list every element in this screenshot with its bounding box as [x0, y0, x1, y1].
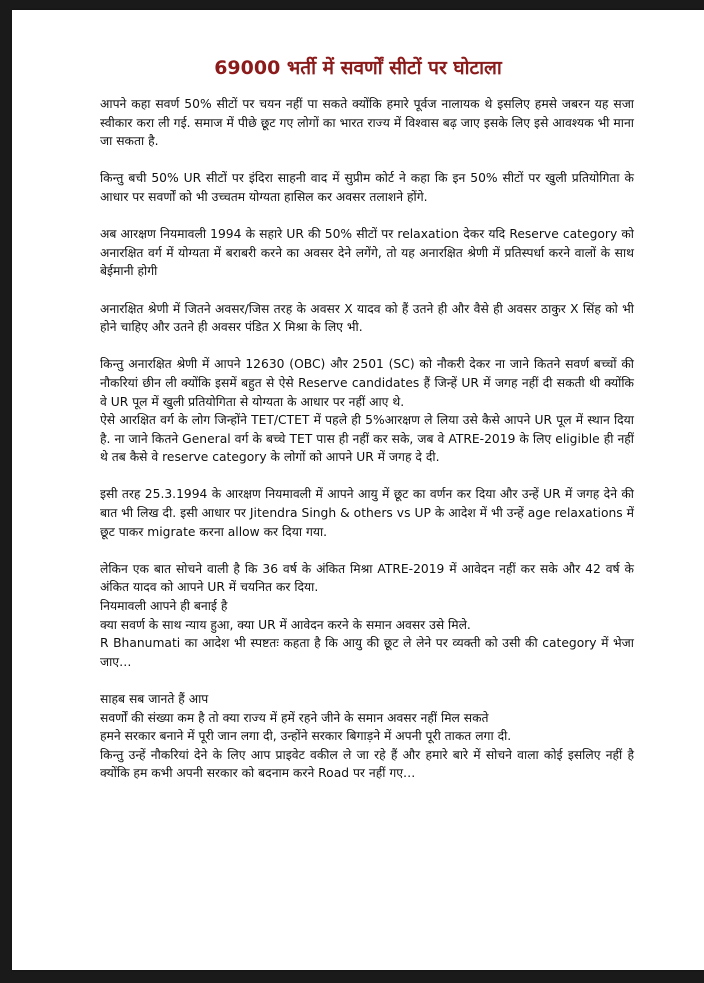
paragraph: सवर्णों की संख्या कम है तो क्या राज्य में हमें रहने जीने के समान अवसर नहीं मिल सकते: [100, 710, 489, 725]
paragraph: किन्तु अनारक्षित श्रेणी में आपने 12630 (OBC) और 2501 (SC) को नौकरी देकर ना जाने कितने सवर्ण बच्चों की नौकरियां छीन ली क्योंकि इसमें बहुत से ऐसे Reserve candidates हैं जिन्हें UR में जगह नहीं दी सकती थी क्योंकि वे UR पूल में खुली प्रतियोगिता से योग्यता के आधार पर नहीं आए थे.: [100, 357, 634, 409]
document-body: [100, 95, 634, 783]
paragraph: साहब सब जानते हैं आप: [100, 692, 209, 706]
document-page: [12, 10, 704, 970]
paragraph: लेकिन एक बात सोचने वाली है कि 36 वर्ष के अंकित मिश्रा ATRE-2019 में आवेदन नहीं कर सके और 42 वर्ष के अंकित यादव को आपने UR में चयनित कर दिया.: [100, 561, 634, 595]
paragraph: हमने सरकार बनाने में पूरी जान लगा दी, उन्होंने सरकार बिगाड़ने में अपनी पूरी ताकत लगा दी.: [100, 729, 512, 744]
paragraph: नियमावली आपने ही बनाई है: [100, 599, 228, 614]
paragraph: इसी तरह 25.3.1994 के आरक्षण नियमावली में आपने आयु में छूट का वर्णन कर दिया और उन्हें UR में जगह देने की बात भी लिख दी. इसी आधार पर Jitendra Singh & others vs UP के आदेश में भी उन्हें age relaxations में छूट पाकर migrate करना allow कर दिया गया.: [100, 487, 634, 539]
paragraph: ऐसे आरक्षित वर्ग के लोग जिन्होंने TET/CTET में पहले ही 5%आरक्षण ले लिया उसे कैसे आपने UR पूल में स्थान दिया है. ना जाने कितने General वर्ग के बच्चे TET पास ही नहीं कर सके, जब वे ATRE-2019 के लिए eligible ही नहीं थे तब कैसे वे reserve category के लोगों को आपने UR में जगह दे दी.: [100, 413, 634, 465]
paragraph: आपने कहा सवर्ण 50% सीटों पर चयन नहीं पा सकते क्योंकि हमारे पूर्वज नालायक थे इसलिए हमसे जबरन यह सजा स्वीकार करा ली गई. समाज में पीछे छूट गए लोगों का भारत राज्य में विश्वास बढ़ जाए इसके लिए इसे आवश्यक भी माना जा सकता है.: [100, 97, 634, 149]
paragraph: अब आरक्षण नियमावली 1994 के सहारे UR की 50% सीटों पर relaxation देकर यदि Reserve category को अनारक्षित वर्ग में योग्यता में बराबरी करने का अवसर देने लगेंगे, तो यह अनारक्षित श्रेणी में प्रतिस्पर्धा करने वालों के साथ बेईमानी होगी: [100, 227, 634, 279]
paragraph: अनारक्षित श्रेणी में जितने अवसर/जिस तरह के अवसर X यादव को हैं उतने ही और वैसे ही अवसर ठाकुर X सिंह को भी होने चाहिए और उतने ही अवसर पंडित X मिश्रा के लिए भी.: [100, 301, 634, 335]
document-title: 69000 भर्ती में सवर्णों सीटों पर घोटाला: [214, 57, 502, 79]
paragraph: क्या सवर्ण के साथ न्याय हुआ, क्या UR में आवेदन करने के समान अवसर उसे मिले.: [100, 617, 471, 632]
paragraph: किन्तु बची 50% UR सीटों पर इंदिरा साहनी वाद में सुप्रीम कोर्ट ने कहा कि इन 50% सीटों पर खुली प्रतियोगिता के आधार पर सवर्णों को भी उच्चतम योग्यता हासिल कर अवसर तलाशने होंगे.: [100, 171, 634, 204]
paragraph: किन्तु उन्हें नौकरियां देने के लिए आप प्राइवेट वकील ले जा रहे हैं और हमारे बारे में सोचने वाला कोई इसलिए नहीं है क्योंकि हम कभी अपनी सरकार को बदनाम करने Road पर नहीं गए…: [100, 747, 634, 781]
paragraph: R Bhanumati का आदेश भी स्पष्टतः कहता है कि आयु की छूट ले लेने पर व्यक्ती को उसी की category में भेजा जाए…: [100, 636, 634, 669]
